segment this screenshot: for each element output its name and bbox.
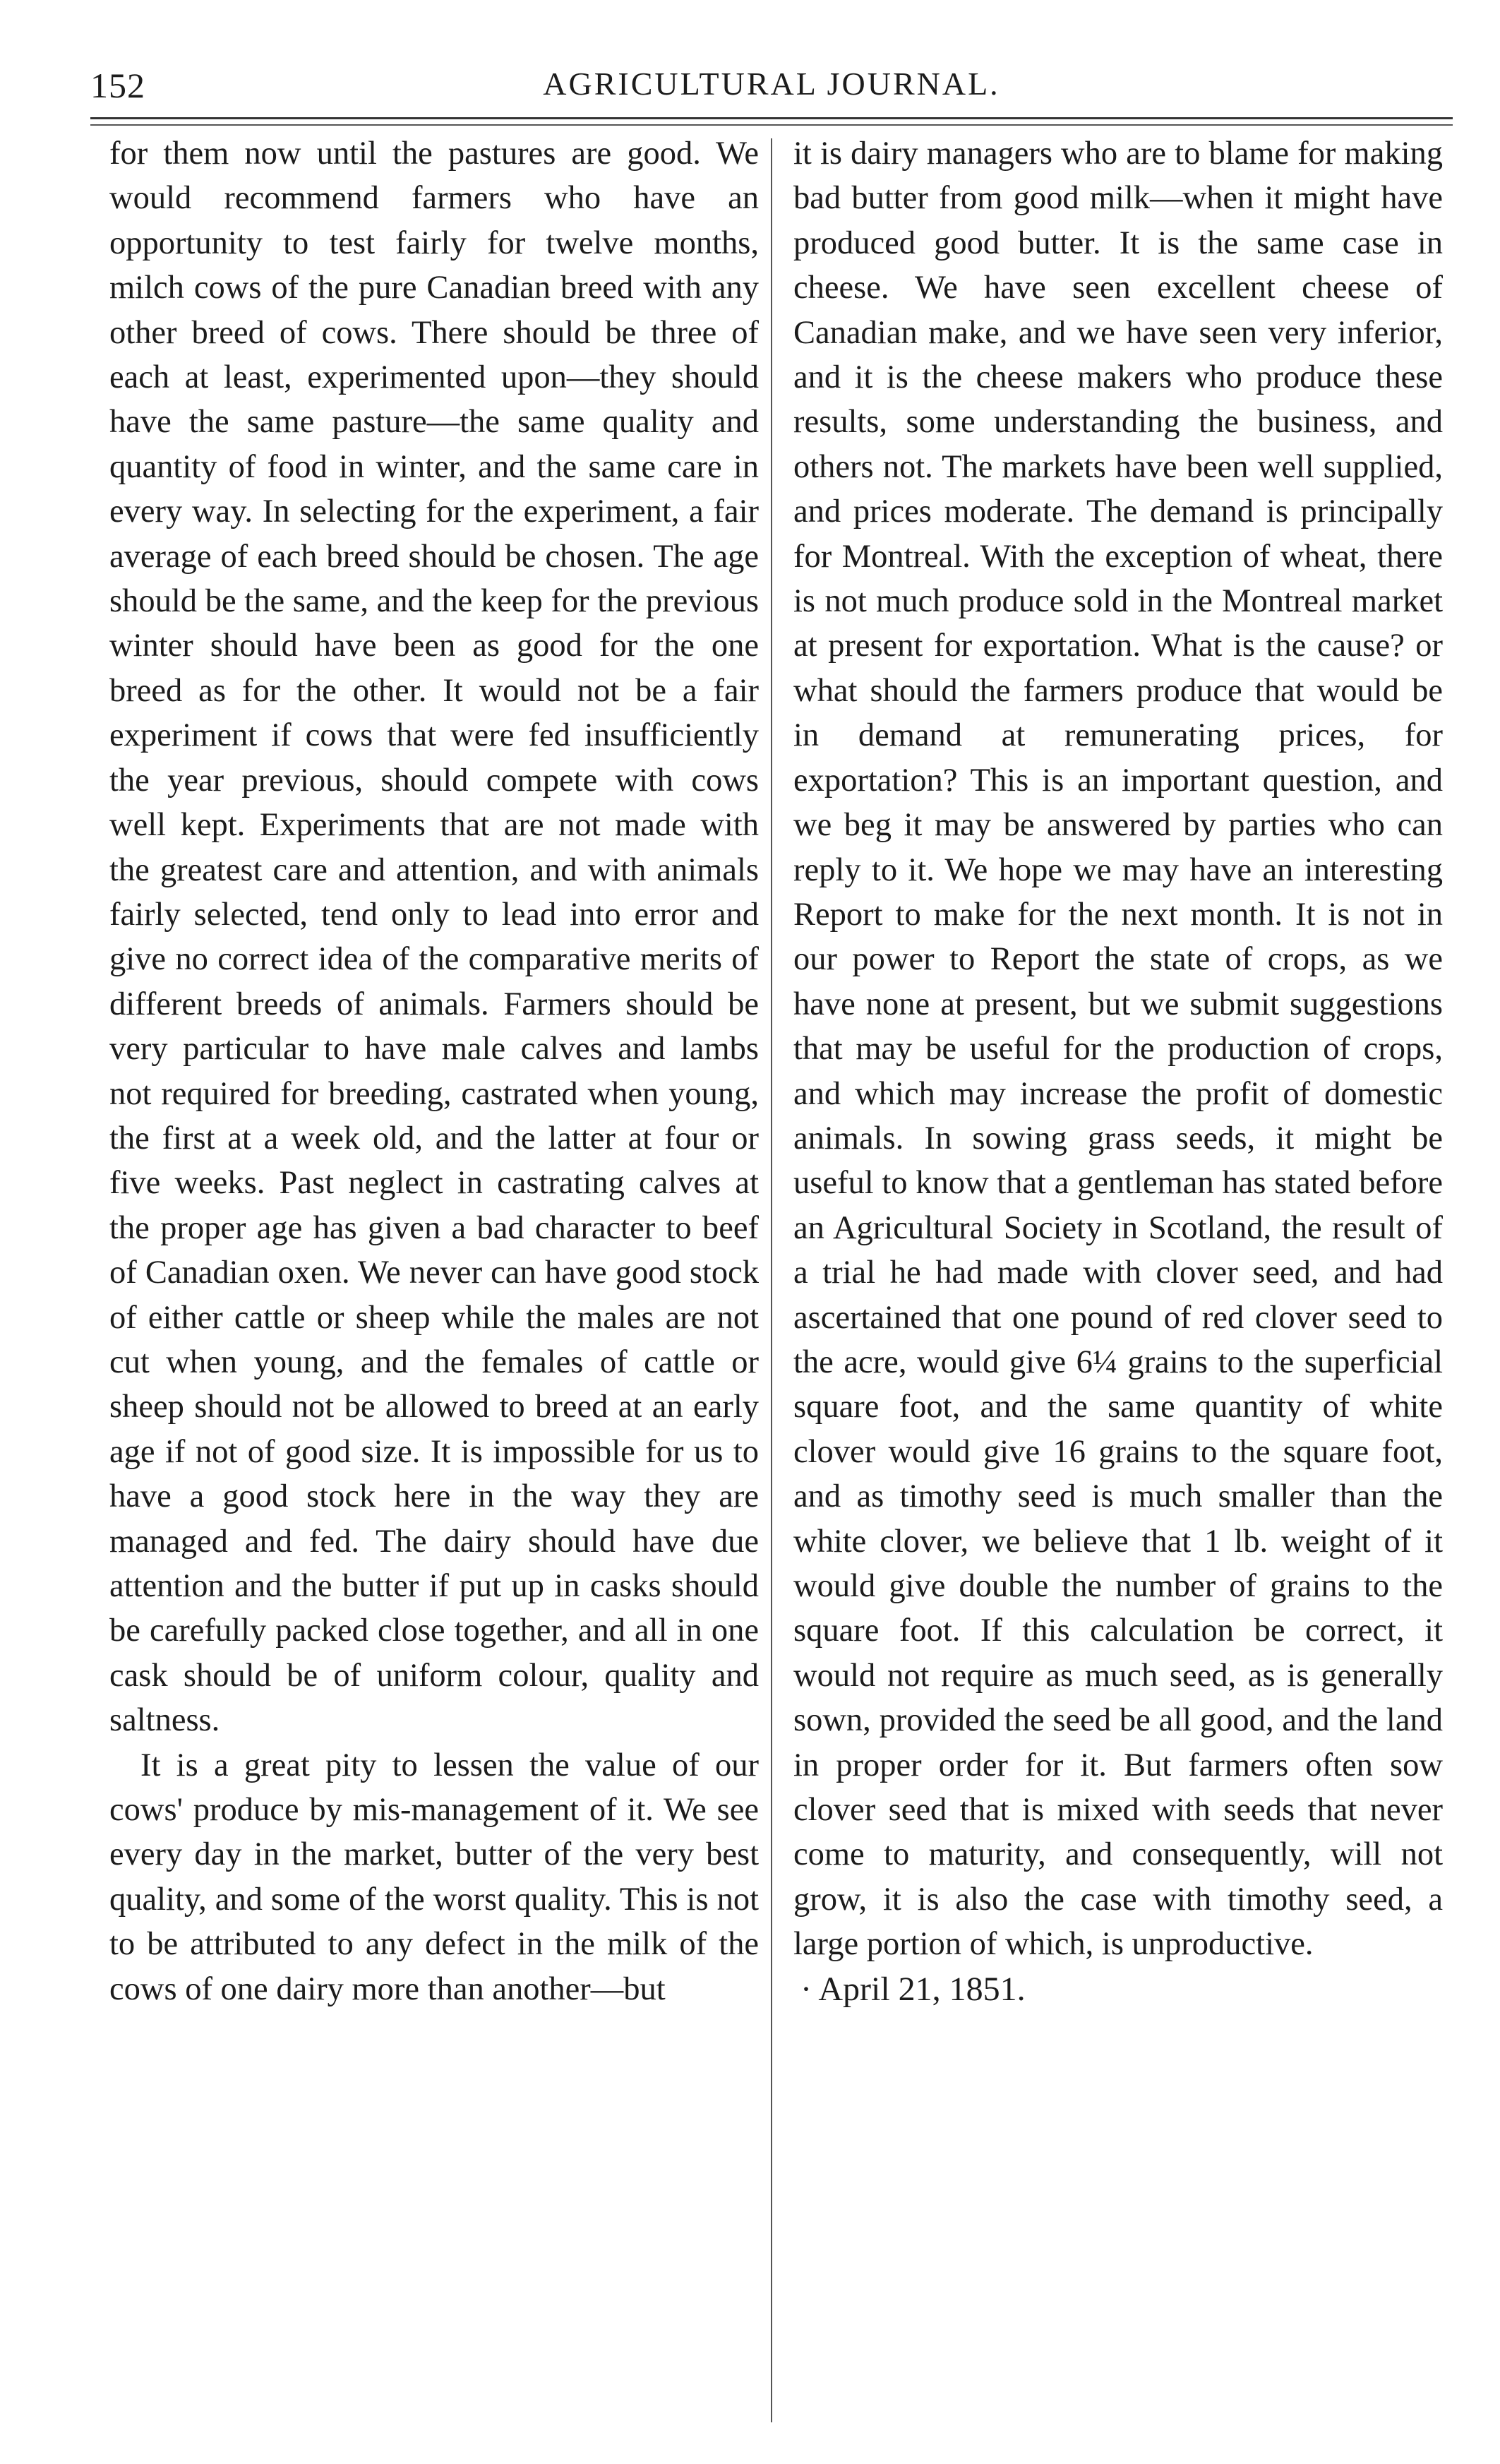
running-title: AGRICULTURAL JOURNAL. xyxy=(543,66,1000,102)
header-rule-top xyxy=(90,117,1453,119)
left-column xyxy=(109,131,759,2011)
left-paragraph-2: It is a great pity to lessen the value of our cows' produce by mis-management of it. We see every day in the market, butter of the very best quality, and some of the worst quality. This is not to be attributed to any defect in the milk of the cows of one dairy more than another—but xyxy=(109,1747,759,2007)
dateline: · April 21, 1851. xyxy=(800,1970,1026,2008)
page-header xyxy=(90,65,1453,121)
column-divider xyxy=(771,138,772,2422)
header-rule-bottom xyxy=(90,124,1453,126)
page-number: 152 xyxy=(90,66,145,105)
right-column xyxy=(793,131,1443,2011)
left-paragraph-1: for them now until the pastures are good. We would recommend farmers who have an opportunity to test fairly for twelve months, milch cows of the pure Canadian breed with any other breed of cows. There should be three of each at least, experimented upon—they should have the same pasture—the same quality and quantity of food in winter, and the same care in every way. In selecting for the experiment, a fair average of each breed should be chosen. The age should be the same, and the keep for the previous winter should have been as good for the one breed as for the other. It would not be a fair experiment if cows that were fed insufficiently the year previous, should compete with cows well kept. Experiments that are not made with the greatest care and attention, and with animals fairly selected, tend only to lead into error and give no correct idea of the comparative merits of different breeds of animals. Farmers should be very particular to have male calves and lambs not required for breeding, castrated when young, the first at a week old, and the latter at four or five weeks. Past neglect in castrating calves at the proper age has given a bad character to beef of Canadian oxen. We never can have good stock of either cattle or sheep while the males are not cut when young, and the females of cattle or sheep should not be allowed to breed at an early age if not of good size. It is impossible for us to have a good stock here in the way they are managed and fed. The dairy should have due attention and the butter if put up in casks should be carefully packed close together, and all in one cask should be of uniform colour, quality and saltness. xyxy=(109,136,759,1739)
right-paragraph-1: it is dairy managers who are to blame for making bad butter from good milk—when it might have produced good butter. It is the same case in cheese. We have seen excellent cheese of Canadian make, and we have seen very inferior, and it is the cheese makers who produce these results, some understanding the business, and others not. The markets have been well supplied, and prices moderate. The demand is principally for Montreal. With the exception of wheat, there is not much produce sold in the Montreal market at present for exportation. What is the cause? or what should the farmers produce that would be in demand at remunerating prices, for exportation? This is an important question, and we beg it may be answered by parties who can reply to it. We hope we may have an interesting Report to make for the next month. It is not in our power to Report the state of crops, as we have none at present, but we submit suggestions that may be useful for the production of crops, and which may increase the profit of domestic animals. In sowing grass seeds, it might be useful to know that a gentleman has stated before an Agricultural Society in Scotland, the result of a trial he had made with clover seed, and had ascertained that one pound of red clover seed to the acre, would give 6¼ grains to the superficial square foot, and the same quantity of white clover would give 16 grains to the square foot, and as timothy seed is much smaller than the white clover, we believe that 1 lb. weight of it would give double the number of grains to the square foot. If this calculation be correct, it would not require as much seed, as is generally sown, provided the seed be all good, and the land in proper order for it. But farmers often sow clover seed that is mixed with seeds that never come to maturity, and consequently, will not grow, it is also the case with timothy seed, a large portion of which, is unproductive. xyxy=(793,136,1443,1963)
